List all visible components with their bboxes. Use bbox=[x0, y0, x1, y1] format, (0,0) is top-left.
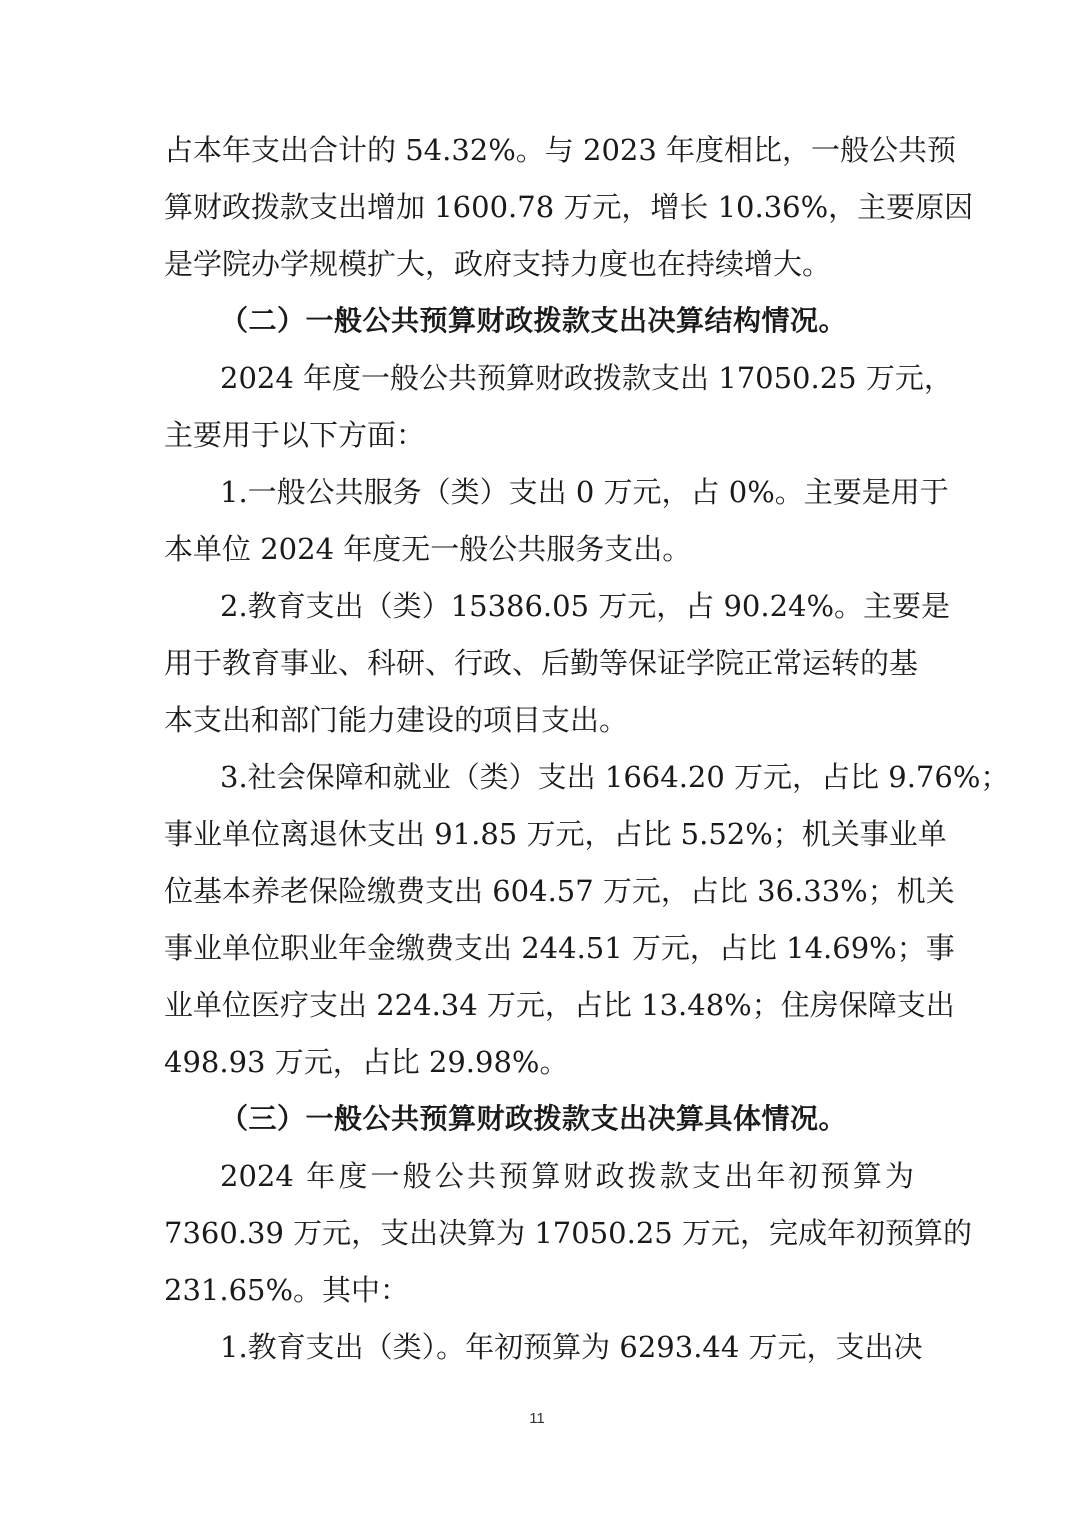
list-item-line: 事业单位离退休支出 91.85 万元，占比 5.52%；机关事业单 bbox=[164, 817, 947, 851]
list-item-line: 本单位 2024 年度无一般公共服务支出。 bbox=[164, 532, 692, 566]
section-heading-3: （三）一般公共预算财政拨款支出决算具体情况。 bbox=[220, 1102, 848, 1135]
paragraph-line: 占本年支出合计的 54.32%。与 2023 年度相比，一般公共预 bbox=[164, 133, 957, 167]
list-item-line: 业单位医疗支出 224.34 万元，占比 13.48%；住房保障支出 bbox=[164, 988, 955, 1022]
page-number: 11 bbox=[529, 1410, 545, 1427]
list-item-line: 2.教育支出（类）15386.05 万元，占 90.24%。主要是 bbox=[220, 589, 951, 623]
paragraph-line: 主要用于以下方面： bbox=[164, 418, 426, 452]
paragraph-line: 231.65%。其中： bbox=[164, 1273, 410, 1307]
paragraph-line: 7360.39 万元，支出决算为 17050.25 万元，完成年初预算的 bbox=[164, 1216, 972, 1250]
paragraph-line: 2024 年度一般公共预算财政拨款支出 17050.25 万元， bbox=[220, 361, 953, 395]
list-item-line: 3.社会保障和就业（类）支出 1664.20 万元，占比 9.76%； bbox=[220, 760, 1010, 794]
list-item-line: 1.一般公共服务（类）支出 0 万元，占 0%。主要是用于 bbox=[220, 475, 949, 509]
section-heading-2: （二）一般公共预算财政拨款支出决算结构情况。 bbox=[220, 304, 848, 337]
list-item-line: 事业单位职业年金缴费支出 244.51 万元，占比 14.69%；事 bbox=[164, 931, 955, 965]
paragraph-line: 是学院办学规模扩大，政府支持力度也在持续增大。 bbox=[164, 247, 832, 281]
paragraph-line: 2024 年度一般公共预算财政拨款支出年初预算为 bbox=[220, 1159, 914, 1193]
list-item-line: 本支出和部门能力建设的项目支出。 bbox=[164, 703, 629, 737]
list-item-line: 498.93 万元，占比 29.98%。 bbox=[164, 1045, 569, 1079]
list-item-line: 用于教育事业、科研、行政、后勤等保证学院正常运转的基 bbox=[164, 646, 919, 680]
list-item-line: 1.教育支出（类）。年初预算为 6293.44 万元，支出决 bbox=[220, 1330, 923, 1364]
list-item-line: 位基本养老保险缴费支出 604.57 万元，占比 36.33%；机关 bbox=[164, 874, 955, 908]
paragraph-line: 算财政拨款支出增加 1600.78 万元，增长 10.36%，主要原因 bbox=[164, 190, 974, 224]
